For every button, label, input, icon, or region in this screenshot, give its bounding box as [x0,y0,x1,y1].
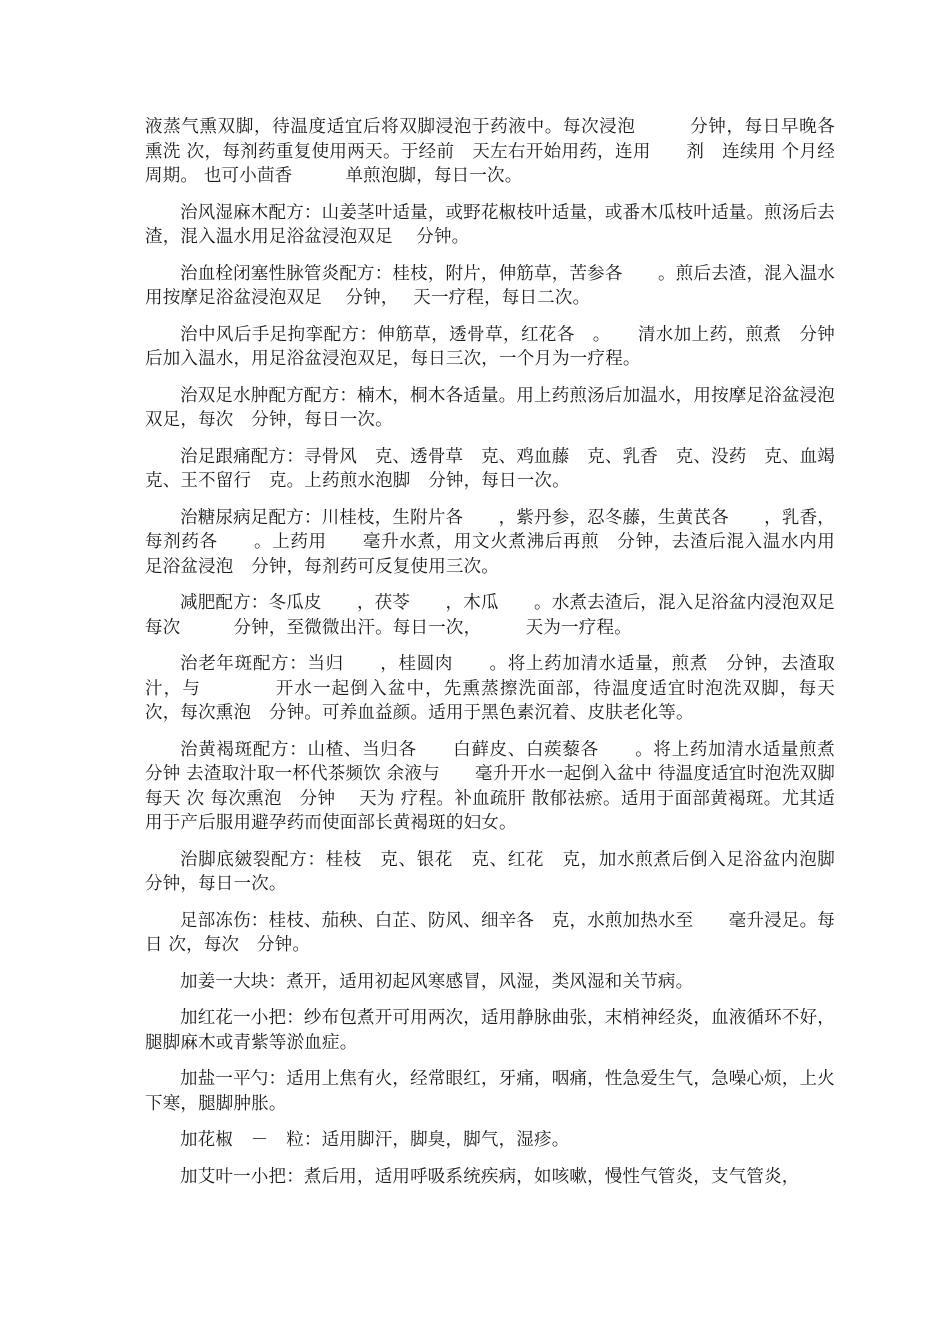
paragraph: 治老年斑配方：当归 ，桂圆肉 。将上药加清水适量，煎煮 分钟，去渣取汁，与 开水一起倒入盆中，先熏蒸擦洗面部，待温度适宜时泡洗双脚，每天 次，每次熏泡 分钟。可养血益颜。适用于黑色素沉着、皮肤老化等。 [145,654,835,723]
paragraph: 治糖尿病足配方：川桂枝，生附片各 ，紫丹参，忍冬藤，生黄芪各 ，乳香，每剂药各 。上药用 毫升水煮，用文火煮沸后再煎 分钟，去渣后混入温水内用足浴盆浸泡 分钟，每剂药可反复使用三次。 [145,507,835,577]
paragraph: 治风湿麻木配方：山姜茎叶适量，或野花椒枝叶适量，或番木瓜枝叶适量。煎汤后去渣，混入温水用足浴盆浸泡双足 分钟。 [145,202,835,247]
paragraph: 加艾叶一小把：煮后用，适用呼吸系统疾病，如咳嗽，慢性气管炎，支气管炎， [180,1166,800,1187]
paragraph: 液蒸气熏双脚，待温度适宜后将双脚浸泡于药液中。每次浸泡 分钟，每日早晚各熏洗 次，每剂药重复使用两天。于经前 天左右开始用药，连用 剂 连续用 个月经周期。 也可小茴香 单煎泡脚，每日一次。 [145,117,835,186]
paragraph: 治血栓闭塞性脉管炎配方：桂枝，附片，伸筋草，苦参各 。煎后去渣，混入温水用按摩足浴盆浸泡双足 分钟， 天一疗程，每日二次。 [145,263,835,308]
document-body [145,115,853,1201]
paragraph: 治双足水肿配方配方：楠木，桐木各适量。用上药煎汤后加温水，用按摩足浴盆浸泡双足，每次 分钟，每日一次。 [145,385,835,430]
paragraph: 治中风后手足拘挛配方：伸筋草，透骨草，红花各 。 清水加上药，煎煮 分钟后加入温水，用足浴盆浸泡双足，每日三次，一个月为一疗程。 [145,324,835,369]
paragraph: 减肥配方：冬瓜皮 ，茯苓 ，木瓜 。水煮去渣后，混入足浴盆内浸泡双足每次 分钟，至微微出汗。每日一次， 天为一疗程。 [145,593,835,638]
paragraph: 治足跟痛配方：寻骨风 克、透骨草 克、鸡血藤 克、乳香 克、没药 克、血竭 克、王不留行 克。上药煎水泡脚 分钟，每日一次。 [145,446,853,491]
paragraph: 治脚底皴裂配方：桂枝 克、银花 克、红花 克，加水煎煮后倒入足浴盆内泡脚 分钟，每日一次。 [145,849,853,894]
paragraph: 治黄褐斑配方：山楂、当归各 白藓皮、白蒺藜各 。将上药加清水适量煎煮 分钟 去渣取汁取一杯代茶频饮 余液与 毫升开水一起倒入盆中 待温度适宜时泡洗双脚 每天 次 每次熏泡 分钟 天为 疗程。补血疏肝 散郁祛瘀。适用于面部黄褐斑。尤其适用于产后服用避孕药而使面部长黄褐斑的妇女。 [145,739,853,833]
paragraph: 足部冻伤：桂枝、茄秧、白芷、防风、细辛各 克，水煎加热水至 毫升浸足。每日 次，每次 分钟。 [145,910,835,955]
paragraph: 加红花一小把：纱布包煮开可用两次，适用静脉曲张，末梢神经炎，血液循环不好，腿脚麻木或青紫等淤血症。 [145,1008,835,1053]
paragraph: 加盐一平勺：适用上焦有火，经常眼红，牙痛，咽痛，性急爱生气，急噪心烦，上火下寒，腿脚肿胀。 [145,1069,835,1114]
paragraph: 加姜一大块：煮开，适用初起风寒感冒，风湿，类风湿和关节病。 [180,971,694,992]
paragraph: 加花椒 － 粒：适用脚汗，脚臭，脚气，湿疹。 [180,1130,570,1150]
